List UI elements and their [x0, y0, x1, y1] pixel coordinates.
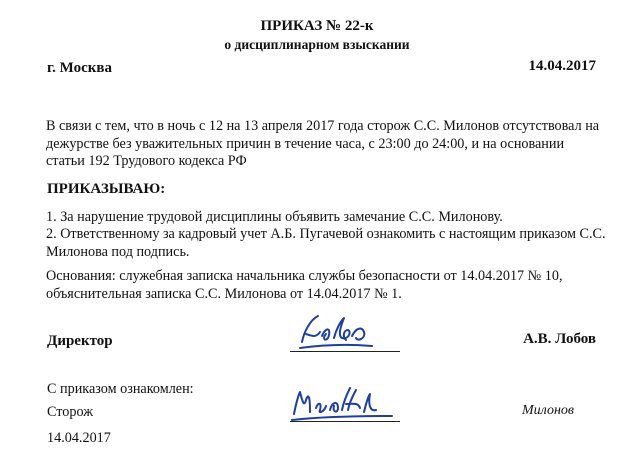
employee-title: Сторож	[47, 404, 94, 420]
document-title: ПРИКАЗ № 22-к	[260, 18, 374, 34]
order-item-1: 1. За нарушение трудовой дисциплины объявить замечание С.С. Милонову.	[46, 209, 503, 225]
employee-date: 14.04.2017	[47, 430, 111, 446]
intro-paragraph: В связи с тем, что в ночь с 12 на 13 апреля 2017 года сторож С.С. Милонов отсутствовал на дежурстве без уважительных причин в течение часа, с 23:00 до 24:00, и на основании статьи 192 Трудового кодекса РФ	[46, 118, 600, 169]
employee-name: Милонов	[522, 403, 574, 418]
document-subtitle: о дисциплинарном взыскании	[224, 37, 410, 52]
city: г. Москва	[47, 60, 112, 76]
order-word: ПРИКАЗЫВАЮ:	[47, 181, 166, 197]
director-signature	[292, 308, 382, 352]
director-title: Директор	[47, 333, 113, 349]
employee-signature	[288, 382, 398, 424]
order-item-2: 2. Ответственному за кадровый учет А.Б. Пугачевой ознакомить с настоящим приказом С.С. Милонова под подпись.	[46, 226, 606, 260]
basis-paragraph: Основания: служебная записка начальника службы безопасности от 14.04.2017 № 10, объяснительная записка С.С. Милонова от 14.04.2017 № 1.	[46, 268, 563, 302]
document-date: 14.04.2017	[528, 58, 596, 74]
director-name: А.В. Лобов	[523, 331, 596, 347]
acquainted-label: С приказом ознакомлен:	[47, 381, 194, 397]
